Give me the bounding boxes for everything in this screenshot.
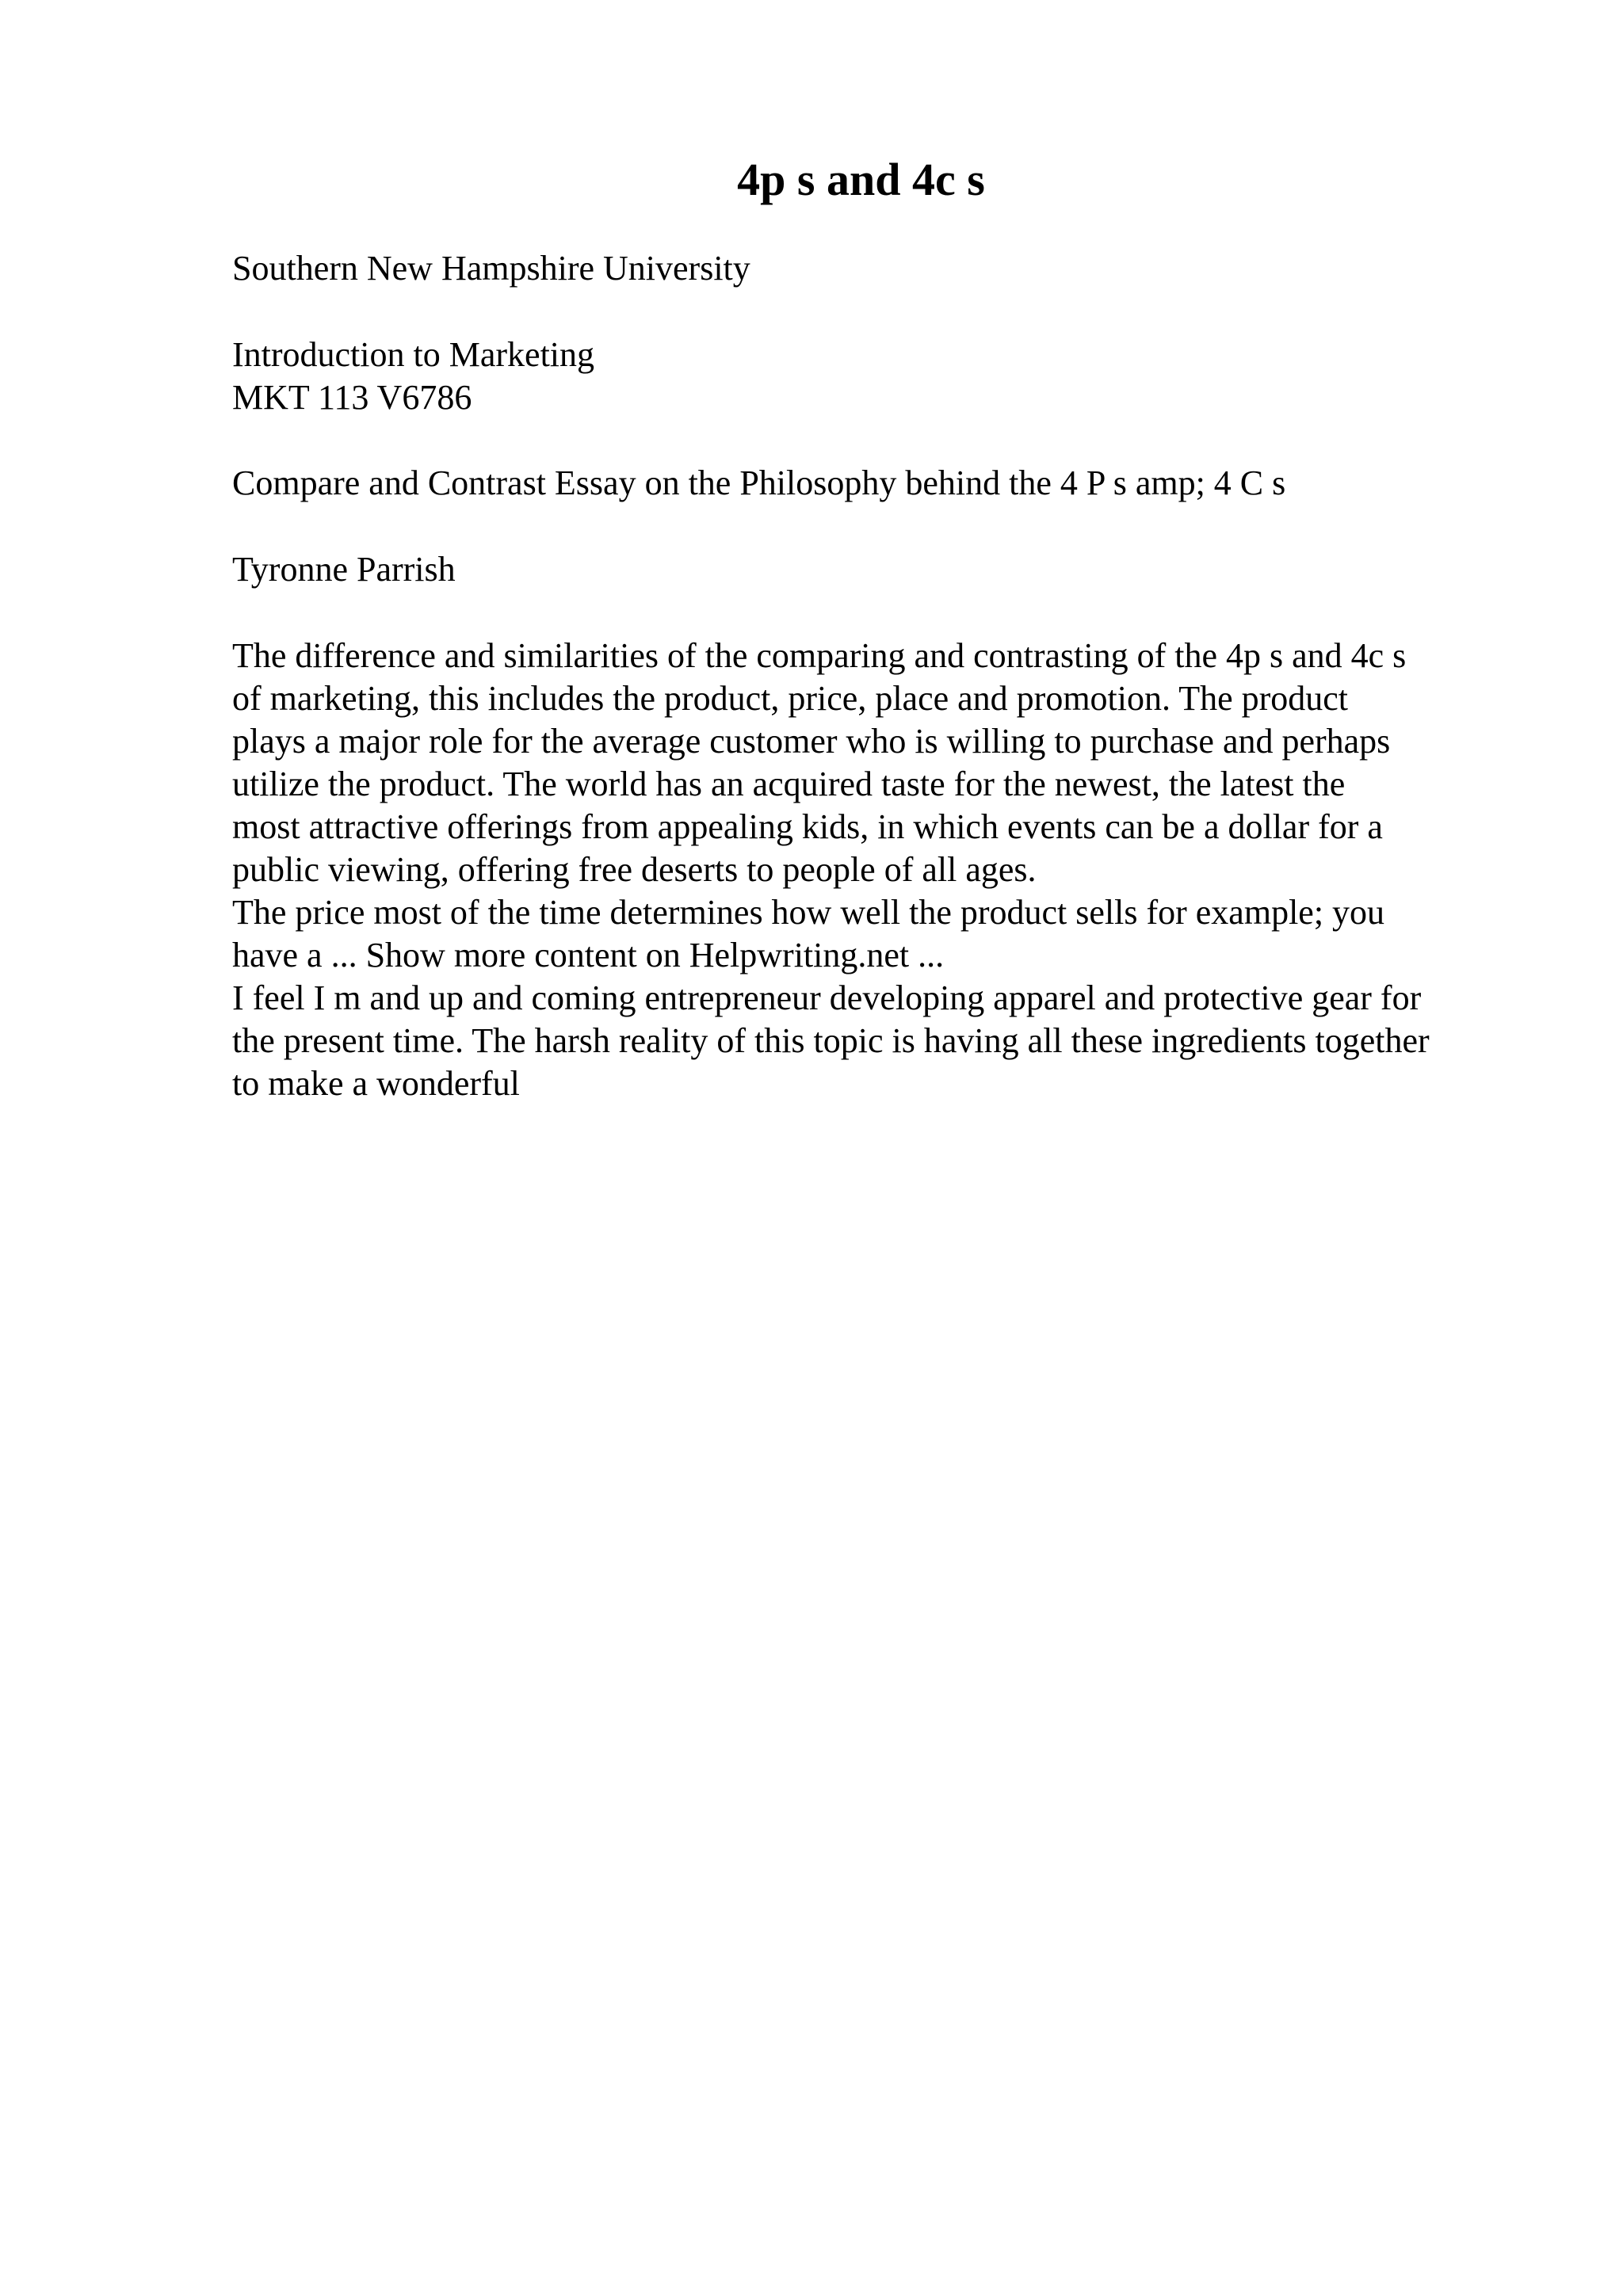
body-line: plays a major role for the average customer who is willing to purchase and perhaps bbox=[232, 722, 1391, 761]
course-name: Introduction to Marketing bbox=[232, 335, 595, 374]
essay-body bbox=[232, 635, 1516, 1105]
institution-name: Southern New Hampshire University bbox=[232, 249, 750, 288]
body-line: utilize the product. The world has an acquired taste for the newest, the latest the bbox=[232, 765, 1346, 803]
body-line: the present time. The harsh reality of this topic is having all these ingredients together bbox=[232, 1021, 1430, 1060]
body-line: of marketing, this includes the product, price, place and promotion. The product bbox=[232, 679, 1349, 718]
body-line: The price most of the time determines how well the product sells for example; you bbox=[232, 893, 1385, 932]
author-name: Tyronne Parrish bbox=[232, 550, 456, 589]
body-line: have a ... Show more content on Helpwriting.net ... bbox=[232, 936, 945, 974]
body-line: The difference and similarities of the comparing and contrasting of the 4p s and 4c s bbox=[232, 636, 1407, 675]
course-code: MKT 113 V6786 bbox=[232, 378, 472, 417]
body-line: to make a wonderful bbox=[232, 1064, 520, 1103]
body-line: I feel I m and up and coming entrepreneur developing apparel and protective gear for bbox=[232, 978, 1422, 1017]
course-info bbox=[232, 334, 1516, 419]
assignment-title: Compare and Contrast Essay on the Philosophy behind the 4 P s amp; 4 C s bbox=[232, 463, 1286, 502]
body-line: public viewing, offering free deserts to people of all ages. bbox=[232, 850, 1037, 889]
body-line: most attractive offerings from appealing kids, in which events can be a dollar for a bbox=[232, 807, 1383, 846]
document-title: 4p s and 4c s bbox=[737, 154, 985, 205]
